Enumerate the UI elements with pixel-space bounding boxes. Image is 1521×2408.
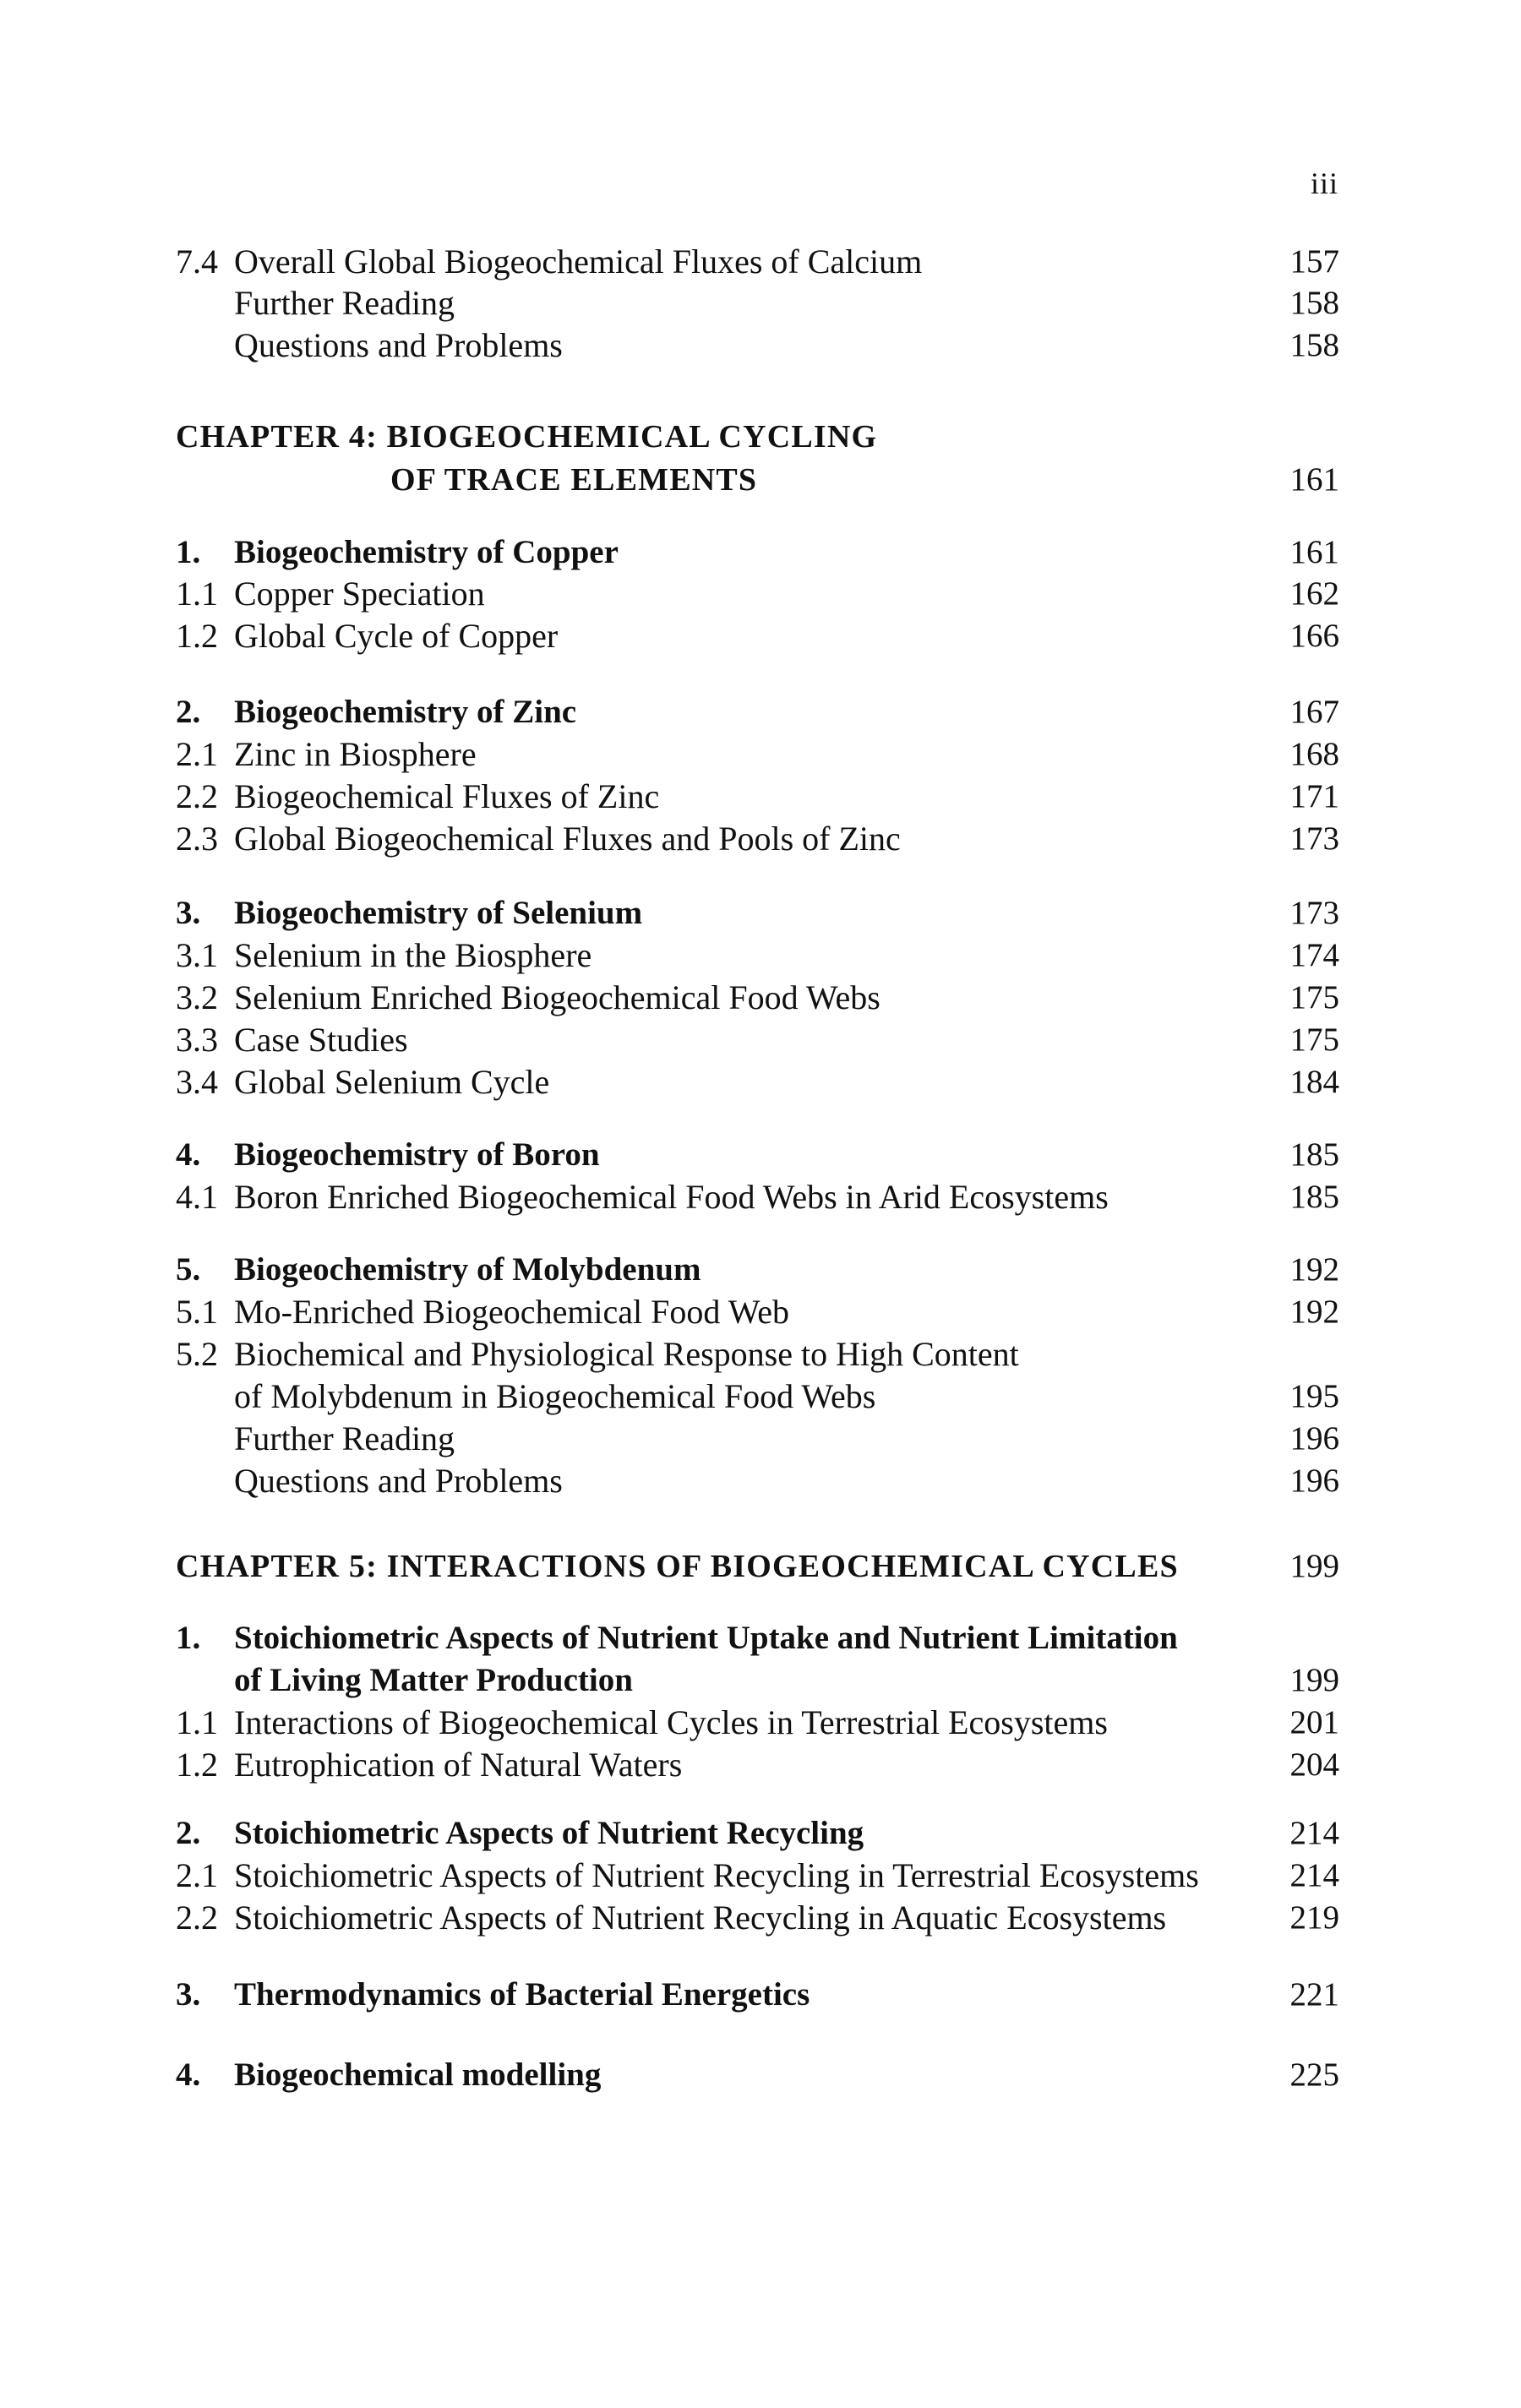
section-title: Questions and Problems — [234, 1462, 563, 1500]
section-title: Zinc in Biosphere — [234, 735, 477, 773]
toc-entry — [0, 934, 1521, 978]
page-ref: 185 — [1289, 1179, 1339, 1215]
toc-entry-major — [0, 1133, 1521, 1177]
chapter-heading — [0, 415, 1521, 459]
page-ref: 175 — [1289, 1021, 1339, 1058]
section-title: Global Selenium Cycle — [234, 1063, 550, 1101]
chapter-title: OF TRACE ELEMENTS — [390, 462, 758, 498]
section-title: Biogeochemistry of Selenium — [234, 895, 643, 931]
section-number: 5.1 — [176, 1293, 218, 1331]
section-title: Questions and Problems — [234, 326, 563, 364]
toc-entry-major — [0, 1659, 1521, 1702]
toc-entry — [0, 1060, 1521, 1104]
page-ref: 184 — [1289, 1064, 1339, 1100]
page-ref: 161 — [1289, 461, 1339, 498]
page-ref: 158 — [1289, 327, 1339, 363]
section-title: Interactions of Biogeochemical Cycles in Terrestrial Ecosystems — [234, 1703, 1108, 1741]
toc-entry — [0, 324, 1521, 368]
section-number: 3.1 — [176, 936, 218, 974]
toc-entry — [0, 1701, 1521, 1745]
page-ref: 167 — [1289, 694, 1339, 730]
page-ref: 174 — [1289, 937, 1339, 973]
toc-entry — [0, 1018, 1521, 1062]
section-number: 1. — [176, 534, 201, 570]
section-title: Stoichiometric Aspects of Nutrient Uptake and Nutrient Limitation — [234, 1620, 1178, 1656]
section-number: 1.1 — [176, 1703, 218, 1741]
toc-entry-major — [0, 1248, 1521, 1292]
section-number: 2.2 — [176, 1899, 218, 1937]
page-ref: 214 — [1289, 1857, 1339, 1893]
page-ref: 199 — [1289, 1548, 1339, 1584]
section-number: 2. — [176, 1815, 201, 1851]
page-ref: 192 — [1289, 1294, 1339, 1330]
section-number: 1. — [176, 1620, 201, 1656]
page-ref: 201 — [1289, 1704, 1339, 1741]
section-number: 1.2 — [176, 617, 218, 655]
section-title: Boron Enriched Biogeochemical Food Webs in Arid Ecosystems — [234, 1178, 1109, 1216]
section-number: 3.2 — [176, 978, 218, 1016]
section-title: Stoichiometric Aspects of Nutrient Recycling in Aquatic Ecosystems — [234, 1899, 1167, 1937]
toc-entry-major — [0, 2053, 1521, 2097]
section-title: of Molybdenum in Biogeochemical Food Webs — [234, 1377, 876, 1415]
page-ref: 196 — [1289, 1463, 1339, 1499]
toc-entry — [0, 1332, 1521, 1376]
page-ref: 157 — [1289, 243, 1339, 280]
chapter-heading — [0, 458, 1521, 502]
page-ref: 171 — [1289, 778, 1339, 814]
section-title: Mo-Enriched Biogeochemical Food Web — [234, 1293, 789, 1331]
section-title: Biogeochemistry of Boron — [234, 1136, 600, 1173]
toc-entry — [0, 240, 1521, 284]
page-ref: 168 — [1289, 736, 1339, 772]
toc-entry — [0, 733, 1521, 776]
page-ref: 199 — [1289, 1662, 1339, 1698]
page-ref: 219 — [1289, 1899, 1339, 1936]
page-ref: 214 — [1289, 1815, 1339, 1851]
section-title: of Living Matter Production — [234, 1662, 633, 1698]
page-ref: 185 — [1289, 1136, 1339, 1173]
toc-entry — [0, 1896, 1521, 1940]
section-number: 4.1 — [176, 1178, 218, 1216]
toc-entry — [0, 1743, 1521, 1787]
section-number: 3.3 — [176, 1021, 218, 1059]
page-ref: 175 — [1289, 979, 1339, 1016]
toc-entry — [0, 1459, 1521, 1503]
section-number: 2.3 — [176, 820, 218, 858]
chapter-heading — [0, 1544, 1521, 1588]
section-title: Biochemical and Physiological Response to High Content — [234, 1335, 1019, 1373]
section-number: 2. — [176, 694, 201, 730]
section-number: 1.2 — [176, 1746, 218, 1784]
section-title: Stoichiometric Aspects of Nutrient Recycling in Terrestrial Ecosystems — [234, 1856, 1199, 1894]
page-ref: 192 — [1289, 1251, 1339, 1288]
toc-entry — [0, 281, 1521, 325]
page-ref: 161 — [1289, 534, 1339, 570]
page-number: iii — [1310, 166, 1338, 200]
section-number: 3. — [176, 1976, 201, 2013]
page-ref: 195 — [1289, 1378, 1339, 1414]
toc-entry — [0, 1175, 1521, 1219]
toc-entry-major — [0, 1973, 1521, 2017]
section-title: Overall Global Biogeochemical Fluxes of Calcium — [234, 242, 923, 281]
page-ref: 204 — [1289, 1746, 1339, 1783]
section-number: 7.4 — [176, 242, 218, 281]
section-number: 2.1 — [176, 1856, 218, 1894]
page-ref: 173 — [1289, 895, 1339, 931]
toc-entry — [0, 614, 1521, 658]
chapter-title: CHAPTER 4: BIOGEOCHEMICAL CYCLING — [176, 419, 878, 455]
toc-entry — [0, 1417, 1521, 1461]
section-number: 3. — [176, 895, 201, 931]
section-title: Biogeochemical Fluxes of Zinc — [234, 777, 660, 815]
section-number: 1.1 — [176, 575, 218, 613]
toc-entry-major — [0, 690, 1521, 734]
section-title: Biogeochemistry of Copper — [234, 534, 619, 570]
section-title: Thermodynamics of Bacterial Energetics — [234, 1976, 810, 2013]
section-title: Global Biogeochemical Fluxes and Pools of Zinc — [234, 820, 901, 858]
page-ref: 173 — [1289, 820, 1339, 857]
toc-entry — [0, 976, 1521, 1020]
section-number: 2.1 — [176, 735, 218, 773]
section-title: Selenium Enriched Biogeochemical Food Webs — [234, 978, 880, 1016]
chapter-title: CHAPTER 5: INTERACTIONS OF BIOGEOCHEMICAL CYCLES — [176, 1549, 1179, 1584]
section-title: Biogeochemical modelling — [234, 2057, 602, 2093]
page-ref: 158 — [1289, 285, 1339, 321]
section-title: Global Cycle of Copper — [234, 617, 559, 655]
page-ref: 162 — [1289, 575, 1339, 612]
page-ref: 196 — [1289, 1420, 1339, 1457]
section-number: 2.2 — [176, 777, 218, 815]
page-ref: 166 — [1289, 618, 1339, 654]
toc-entry — [0, 1854, 1521, 1898]
section-number: 4. — [176, 2057, 201, 2093]
section-title: Biogeochemistry of Zinc — [234, 694, 577, 730]
section-number: 3.4 — [176, 1063, 218, 1101]
section-title: Copper Speciation — [234, 575, 485, 613]
section-title: Selenium in the Biosphere — [234, 936, 592, 974]
section-number: 4. — [176, 1136, 201, 1173]
toc-entry-major — [0, 1616, 1521, 1660]
section-title: Stoichiometric Aspects of Nutrient Recycling — [234, 1815, 864, 1851]
section-title: Further Reading — [234, 284, 455, 322]
toc-entry — [0, 1375, 1521, 1419]
section-title: Case Studies — [234, 1021, 408, 1059]
toc-entry — [0, 1290, 1521, 1334]
toc-entry — [0, 775, 1521, 819]
toc-entry-major — [0, 1811, 1521, 1855]
page-ref: 225 — [1289, 2057, 1339, 2093]
toc-entry-major — [0, 891, 1521, 935]
page-ref: 221 — [1289, 1976, 1339, 2013]
section-number: 5.2 — [176, 1335, 218, 1373]
section-number: 5. — [176, 1251, 201, 1288]
section-title: Eutrophication of Natural Waters — [234, 1746, 683, 1784]
toc-entry-major — [0, 531, 1521, 575]
toc-entry — [0, 572, 1521, 616]
section-title: Further Reading — [234, 1419, 455, 1457]
toc-entry — [0, 817, 1521, 861]
section-title: Biogeochemistry of Molybdenum — [234, 1251, 701, 1288]
